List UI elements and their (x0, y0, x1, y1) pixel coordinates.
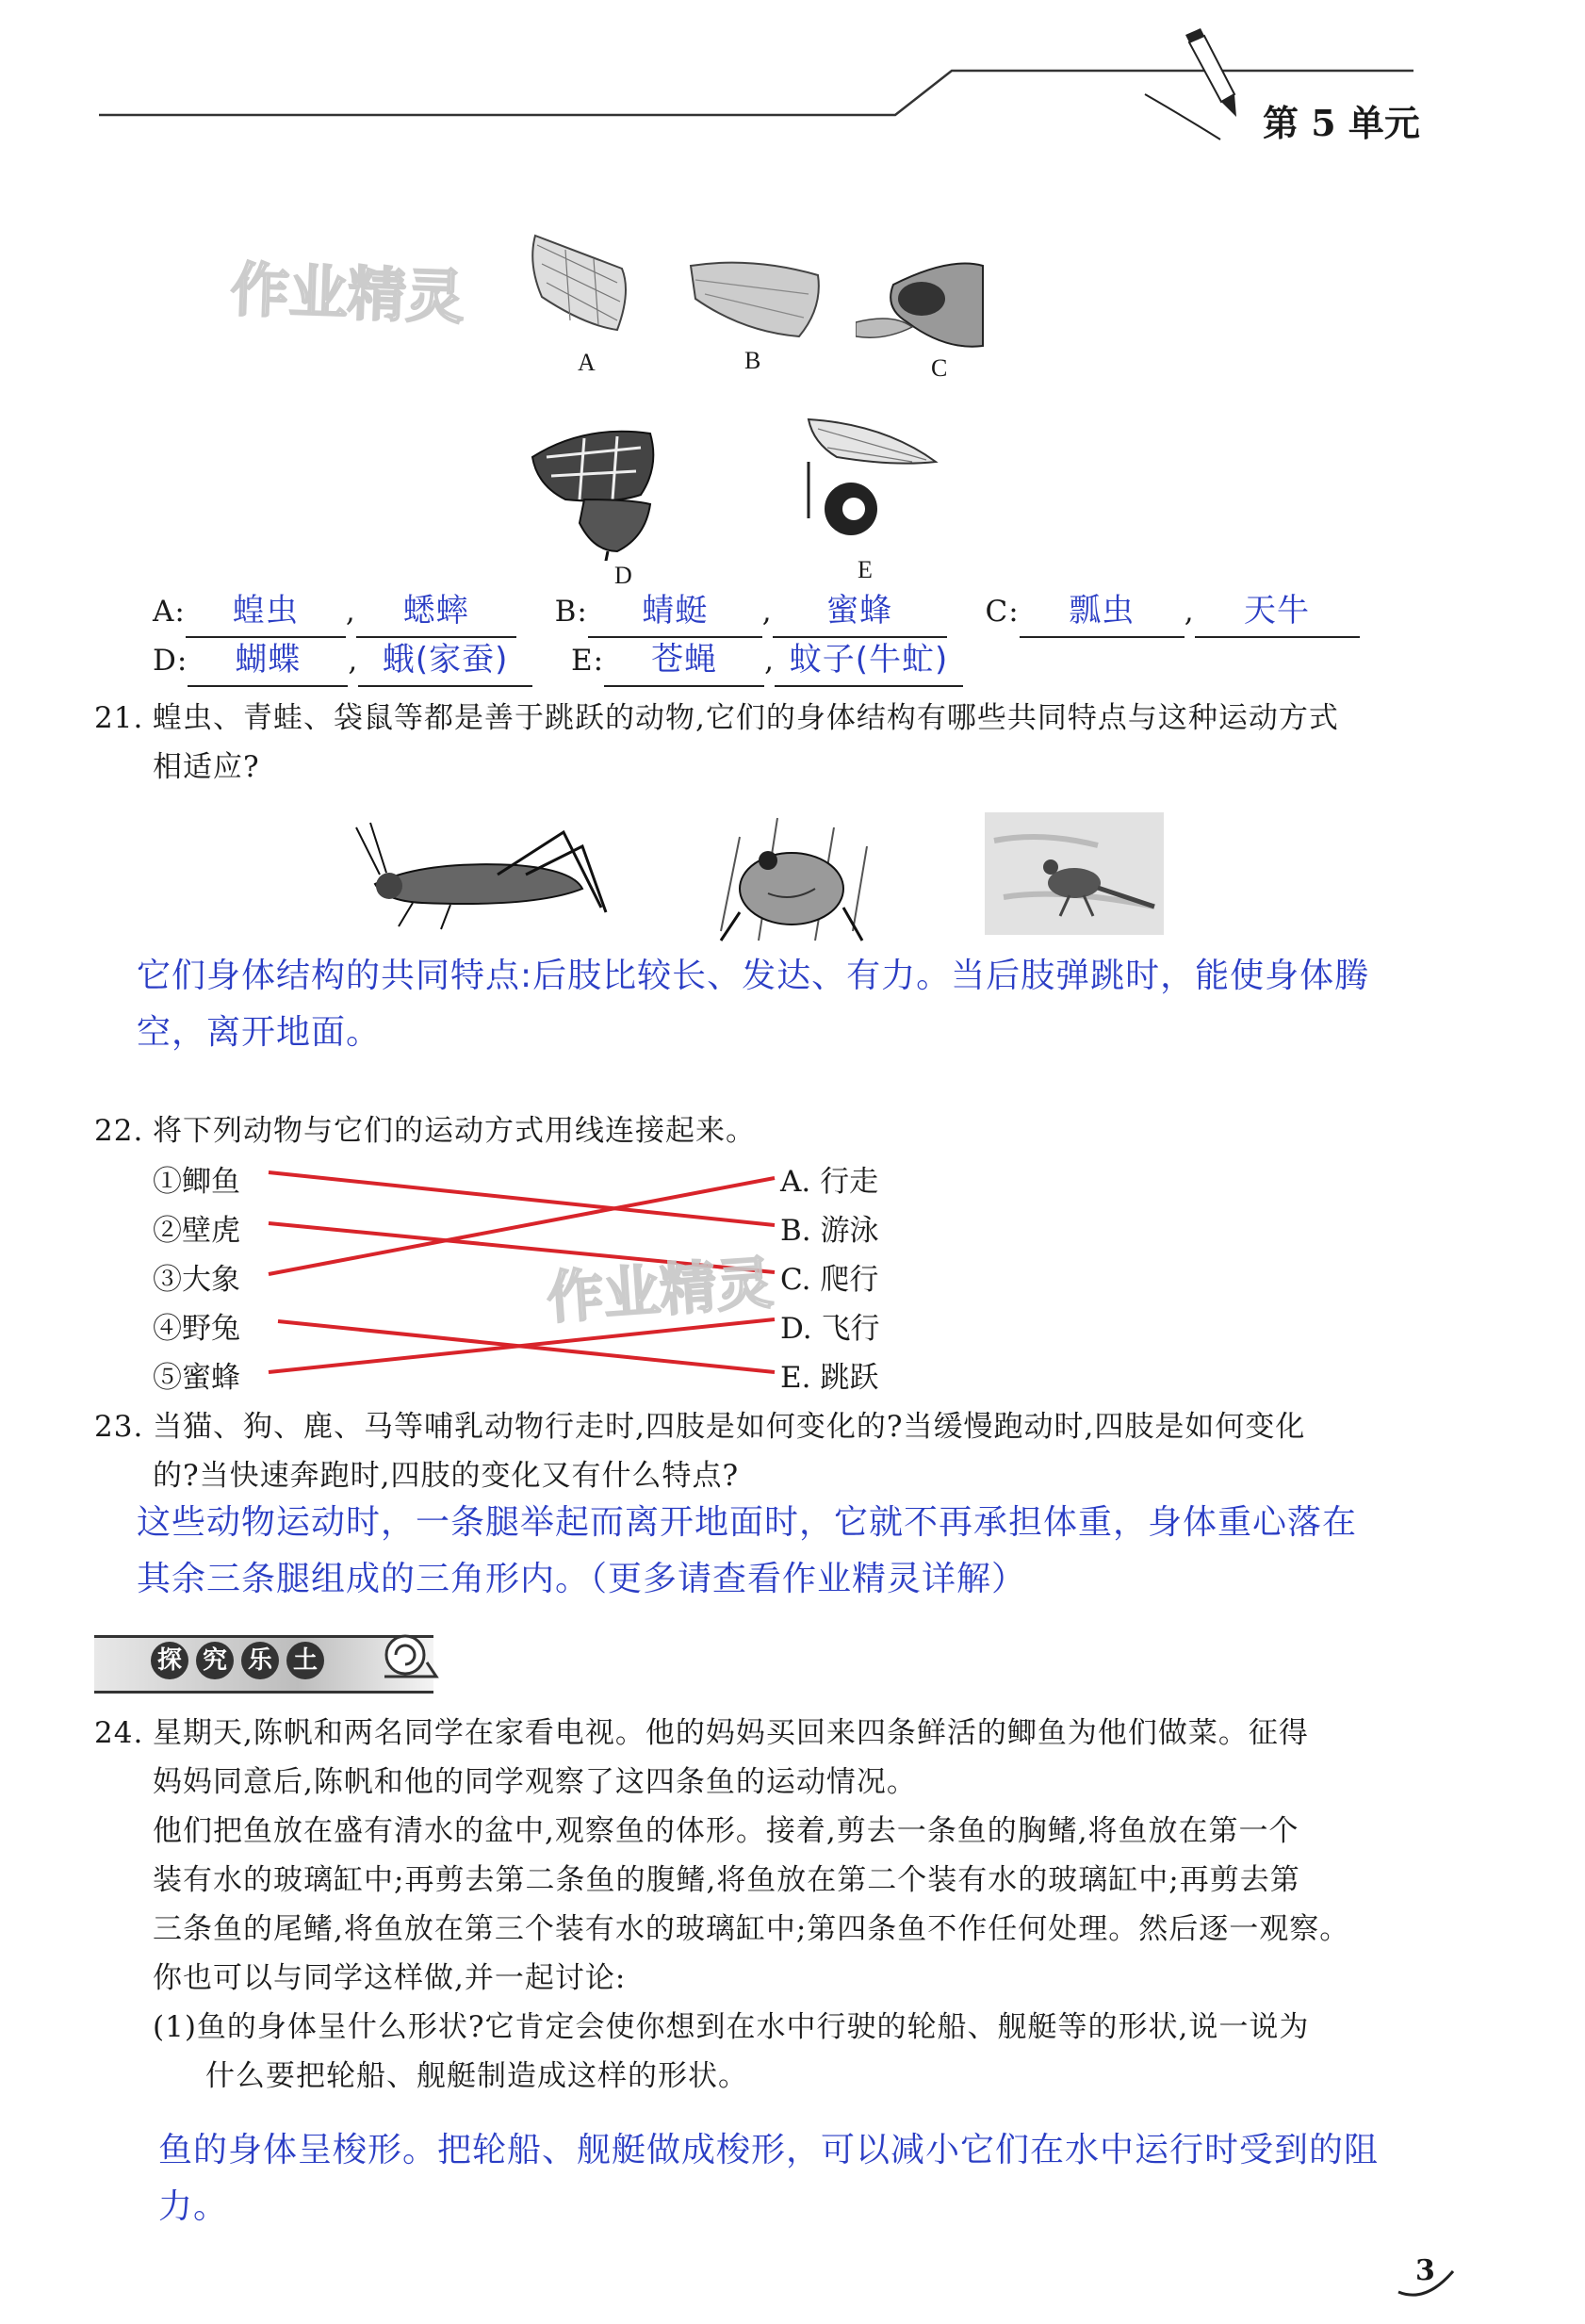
unit-label: 第 5 单元 (1263, 102, 1420, 144)
answer-a1: 蝗虫 (232, 592, 299, 630)
q22-number: 22. (94, 1114, 144, 1148)
wing-answers-row1: A: 蝗虫 , 蟋蟀 B: 蜻蜓 , 蜜蜂 C: 瓢虫 , 天牛 (153, 586, 1360, 638)
answer-b2: 蜜蜂 (826, 592, 893, 630)
watermark: 作业精灵 (229, 254, 466, 333)
q24-question (94, 1709, 1489, 2101)
q23-number: 23. (94, 1410, 144, 1444)
q21-answer-line1: 它们身体结构的共同特点:后肢比较长、发达、有力。当后肢弹跳时，能使身体腾 (137, 957, 1370, 995)
banner-char-4: 土 (286, 1642, 324, 1679)
movement-e: E. 跳跃 (780, 1361, 879, 1395)
animal-5: ⑤蜜蜂 (153, 1361, 240, 1395)
wing-answers-row2: D: 蝴蝶 , 蛾(家蚕) E: 苍蝇 , 蚊子(牛虻) (153, 635, 963, 687)
movement-a: A. 行走 (780, 1165, 879, 1199)
q21-answer-line2: 空，离开地面。 (137, 1013, 382, 1052)
page-number: 3 (1393, 2252, 1459, 2299)
q23-text-line1: 当猫、狗、鹿、马等哺乳动物行走时,四肢是如何变化的?当缓慢跑动时,四肢是如何变化 (153, 1410, 1306, 1444)
banner-char-2: 究 (196, 1642, 234, 1679)
snail-icon (375, 1625, 441, 1691)
q21-text-line2: 相适应? (153, 750, 260, 784)
q24-sub1-line2: 什么要把轮船、舰艇制造成这样的形状。 (205, 2059, 748, 2093)
q24-p2-line3: 三条鱼的尾鳍,将鱼放在第三个装有水的玻璃缸中;第四条鱼不作任何处理。然后逐一观察。 (153, 1912, 1350, 1946)
movement-c: C. 爬行 (780, 1263, 879, 1297)
match-line-1 (269, 1172, 775, 1225)
q23-answer-line2: 其余三条腿组成的三角形内。（更多请查看作业精灵详解） (137, 1560, 1027, 1598)
q24-sub1-line1: (1)鱼的身体呈什么形状?它肯定会使你想到在水中行驶的轮船、舰艇等的形状,说一说为 (153, 2010, 1310, 2044)
answer-e1: 苍蝇 (651, 641, 718, 679)
movement-d: D. 飞行 (780, 1312, 880, 1346)
animal-4: ④野兔 (153, 1312, 240, 1346)
answer-e2: 蚊子(牛虻) (789, 641, 949, 679)
section-banner (94, 1635, 433, 1694)
animal-3: ③大象 (153, 1263, 240, 1297)
q23-question (94, 1402, 1470, 1500)
q21-text-line1: 蝗虫、青蛙、袋鼠等都是善于跳跃的动物,它们的身体结构有哪些共同特点与这种运动方式 (153, 701, 1339, 735)
banner-char-1: 探 (151, 1642, 188, 1679)
banner-char-3: 乐 (241, 1642, 279, 1679)
animal-1: ①鲫鱼 (153, 1165, 240, 1199)
q24-p1-line1: 星期天,陈帆和两名同学在家看电视。他的妈妈买回来四条鲜活的鲫鱼为他们做菜。征得 (153, 1716, 1309, 1750)
q24-p2-line2: 装有水的玻璃缸中;再剪去第二条鱼的腹鳍,将鱼放在第二个装有水的玻璃缸中;再剪去第 (153, 1863, 1300, 1897)
wing-label-a: A (578, 349, 596, 376)
q22-text: 将下列动物与它们的运动方式用线连接起来。 (153, 1114, 756, 1148)
animal-2: ②壁虎 (153, 1214, 240, 1248)
answer-c2: 天牛 (1244, 592, 1311, 630)
wing-label-d: D (614, 562, 632, 589)
q24-p2-line1: 他们把鱼放在盛有清水的盆中,观察鱼的体形。接着,剪去一条鱼的胸鳍,将鱼放在第一个 (153, 1814, 1299, 1848)
answer-d1: 蝴蝶 (235, 641, 302, 679)
q24-answer-line1: 鱼的身体呈梭形。把轮船、舰艇做成梭形，可以减小它们在水中运行时受到的阻 (158, 2131, 1380, 2169)
answer-c1: 瓢虫 (1069, 592, 1136, 630)
q24-p1-line2: 妈妈同意后,陈帆和他的同学观察了这四条鱼的运动情况。 (153, 1765, 917, 1799)
answer-a2: 蟋蟀 (402, 592, 469, 630)
answer-d2: 蛾(家蚕) (382, 641, 509, 679)
q24-answer (158, 2122, 1515, 2235)
wing-label-e: E (858, 556, 873, 583)
wing-label-c: C (931, 354, 948, 382)
q23-answer-line1: 这些动物运动时，一条腿举起而离开地面时，它就不再承担体重，身体重心落在 (137, 1503, 1358, 1542)
answer-b1: 蜻蜓 (642, 592, 709, 630)
q21-number: 21. (94, 701, 144, 735)
watermark: 作业精灵 (545, 1250, 776, 1333)
q24-p3: 你也可以与同学这样做,并一起讨论: (153, 1961, 627, 1995)
q24-number: 24. (94, 1716, 144, 1750)
q24-answer-line2: 力。 (158, 2187, 229, 2226)
q23-answer (137, 1495, 1503, 1608)
q23-text-line2: 的?当快速奔跑时,四肢的变化又有什么特点? (153, 1459, 740, 1493)
movement-b: B. 游泳 (780, 1214, 879, 1248)
wing-label-b: B (744, 347, 761, 374)
